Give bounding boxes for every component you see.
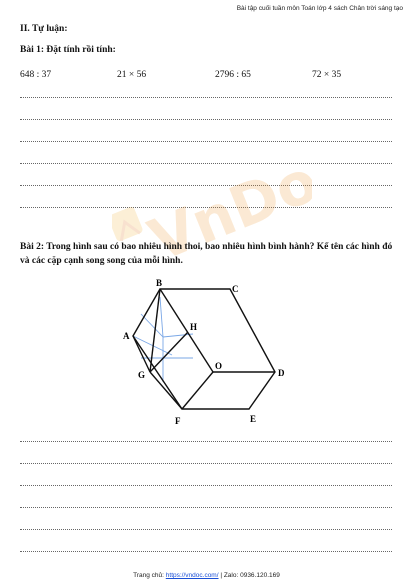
calculation-3: 2796 : 65 (215, 70, 251, 80)
answer-line[interactable] (20, 207, 392, 208)
page-footer (0, 572, 413, 579)
footer-link[interactable]: https://vndoc.com/ (165, 572, 219, 579)
label-h: H (190, 322, 198, 332)
watermark-mark-icon (115, 218, 140, 240)
exercise-1-calculations (20, 70, 400, 82)
label-d: D (278, 368, 285, 378)
helper-line (160, 297, 163, 337)
edge-of (182, 372, 213, 409)
exercise-1-title: Bài 1: Đặt tính rồi tính: (20, 45, 116, 55)
page-header: Bài tập cuối tuần môn Toán lớp 4 sách Chân trời sáng tạo (236, 5, 403, 12)
watermark-box-icon (112, 206, 144, 242)
answer-line[interactable] (20, 463, 392, 464)
edge-gf (150, 372, 182, 409)
footer-contact: | Zalo: 0936.120.169 (218, 572, 280, 579)
hexagon-outline (133, 289, 275, 409)
hexagon-figure (120, 278, 300, 428)
edge-bo (160, 289, 213, 372)
geometry-figure (120, 278, 300, 428)
answer-line[interactable] (20, 485, 392, 486)
answer-line[interactable] (20, 97, 392, 98)
answer-line[interactable] (20, 163, 392, 164)
label-b: B (156, 278, 163, 288)
label-a: A (123, 331, 130, 341)
answer-line[interactable] (20, 551, 392, 552)
footer-prefix: Trang chủ: (133, 572, 166, 579)
answer-line[interactable] (20, 141, 392, 142)
exercise-2-text: Bài 2: Trong hình sau có bao nhiêu hình thoi, bao nhiêu hình bình hành? Kể tên các hình đó và các cặp cạnh song song của mỗi hình. (20, 242, 393, 266)
label-g: G (138, 370, 146, 380)
edge-bg (150, 289, 160, 372)
calculation-4: 72 × 35 (312, 70, 342, 80)
label-f: F (175, 416, 181, 426)
answer-line[interactable] (20, 119, 392, 120)
watermark-text: VnDoc (139, 160, 312, 275)
calculation-2: 21 × 56 (117, 70, 147, 80)
label-c: C (232, 284, 239, 294)
edge-gh (150, 332, 188, 372)
answer-line[interactable] (20, 507, 392, 508)
calculation-1: 648 : 37 (20, 70, 52, 80)
answer-line[interactable] (20, 185, 392, 186)
answer-line[interactable] (20, 441, 392, 442)
answer-line[interactable] (20, 529, 392, 530)
label-o: O (215, 361, 223, 371)
label-e: E (250, 414, 257, 424)
section-title: II. Tự luận: (20, 24, 68, 34)
edge-ag (133, 336, 150, 372)
